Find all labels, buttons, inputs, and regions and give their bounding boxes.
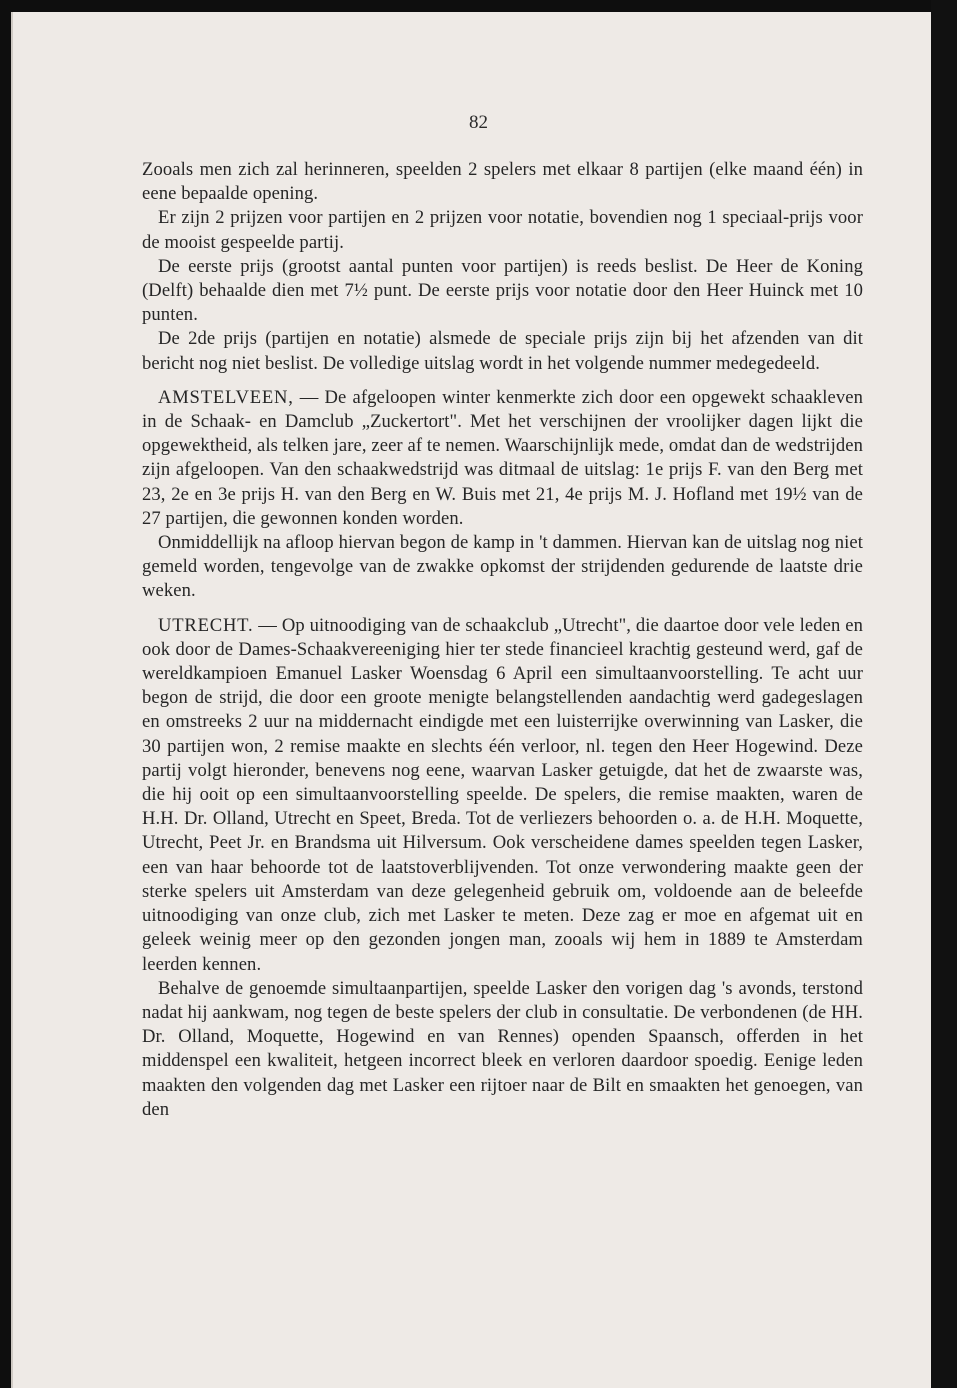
scan-border-top bbox=[0, 0, 957, 12]
paragraph-1: Zooals men zich zal herinneren, speelden 2 spelers met elkaar 8 partijen (elke maand één) in eene bepaalde opening. bbox=[142, 159, 863, 205]
paragraph-3: De eerste prijs (grootst aantal punten voor partijen) is reeds beslist. De Heer de Koning (Delft) behaalde dien met 7½ punt. De eerste prijs voor notatie door den Heer Huinck met 10 punten. bbox=[142, 255, 863, 326]
paragraph-6: Onmiddellijk na afloop hiervan begon de kamp in 't dammen. Hiervan kan de uitslag nog niet gemeld worden, tengevolge van de zwakke opkomst der strijdenden gedurende de laatste drie weken. bbox=[142, 532, 863, 602]
page-number: 82 bbox=[469, 112, 488, 133]
place-heading-utrecht: UTRECHT. bbox=[158, 614, 254, 636]
paragraph-4: De 2de prijs (partijen en notatie) alsmede de speciale prijs zijn bij het afzenden van dit bericht nog niet beslist. De volledige uitslag wordt in het volgende nummer medegedeeld. bbox=[142, 328, 863, 374]
article-body bbox=[142, 158, 863, 1122]
paragraph-amstelveen bbox=[142, 386, 863, 531]
paragraph-amstelveen-text: — De afgeloopen winter kenmerkte zich door een opgewekt schaakleven in de Schaak- en Damclub „Zuckertort". Met het verschijnen der vroolijker dagen lijkt die opgewektheid, als telken jare, zeer af te nemen. Waarschijnlijk mede, omdat dan de wedstrijden zijn afgeloopen. Van den schaakwedstrijd was ditmaal de uitslag: 1e prijs F. van den Berg met 23, 2e en 3e prijs H. van den Berg en W. Buis met 21, 4e prijs M. J. Hofland met 19½ van de 27 partijen, die gewonnen konden worden. bbox=[142, 386, 863, 529]
paragraph-utrecht-text: — Op uitnoodiging van de schaakclub „Utrecht", die daartoe door vele leden en ook door de Dames-Schaakvereeniging hier ter stede financieel krachtig gesteund werd, gaf de wereldkampioen Emanuel Lasker Woensdag 6 April een simultaanvoorstelling. Te acht uur begon de strijd, die door een groote menigte belangstellenden aandachtig werd gadegeslagen en omstreeks 2 uur na middernacht eindigde met een luisterrijke overwinning van Lasker, die 30 partijen won, 2 remise maakte en slechts één verloor, nl. tegen den Heer Hogewind. Deze partij volgt hieronder, benevens nog eene, waarvan Lasker getuigde, dat het de zwaarste was, die hij ooit op een simultaanvoorstelling speelde. De spelers, die remise maakten, waren de H.H. Dr. Olland, Utrecht en Speet, Breda. Tot de verliezers behoorden o. a. de H.H. Moquette, Utrecht, Peet Jr. en Brandsma uit Hilversum. Ook verscheidene dames speelden tegen Lasker, een van haar behoorde tot de laatstoverblijvenden. Tot onze verwondering maakte geen der sterke spelers uit Amsterdam van deze gelegenheid gebruik om, voldoende aan de beleefde uitnoodiging van onze club, zich met Lasker te meten. Deze zag er moe en afgemat uit en geleek weinig meer op den gezonden jongen man, zooals wij hem in 1889 te Amsterdam leerden kennen. bbox=[142, 614, 863, 975]
paragraph-utrecht bbox=[142, 614, 863, 977]
paragraph-2: Er zijn 2 prijzen voor partijen en 2 prijzen voor notatie, bovendien nog 1 speciaal-prijs voor de mooist gespeelde partij. bbox=[142, 207, 863, 253]
scan-border-right bbox=[931, 0, 957, 1388]
paragraph-8: Behalve de genoemde simultaanpartijen, speelde Lasker den vorigen dag 's avonds, terstond nadat hij aankwam, nog tegen de beste spelers der club in consultatie. De verbondenen (de HH. Dr. Olland, Moquette, Hogewind en van Rennes) openden Spaansch, offerden in het middenspel een kwaliteit, hetgeen incorrect bleek en verloren daardoor spoedig. Eenige leden maakten den volgenden dag met Lasker een rijtoer naar de Bilt en smaakten het genoegen, van den bbox=[142, 977, 863, 1120]
place-heading-amstelveen: AMSTELVEEN, bbox=[158, 386, 294, 408]
scan-border-left bbox=[0, 0, 11, 1388]
